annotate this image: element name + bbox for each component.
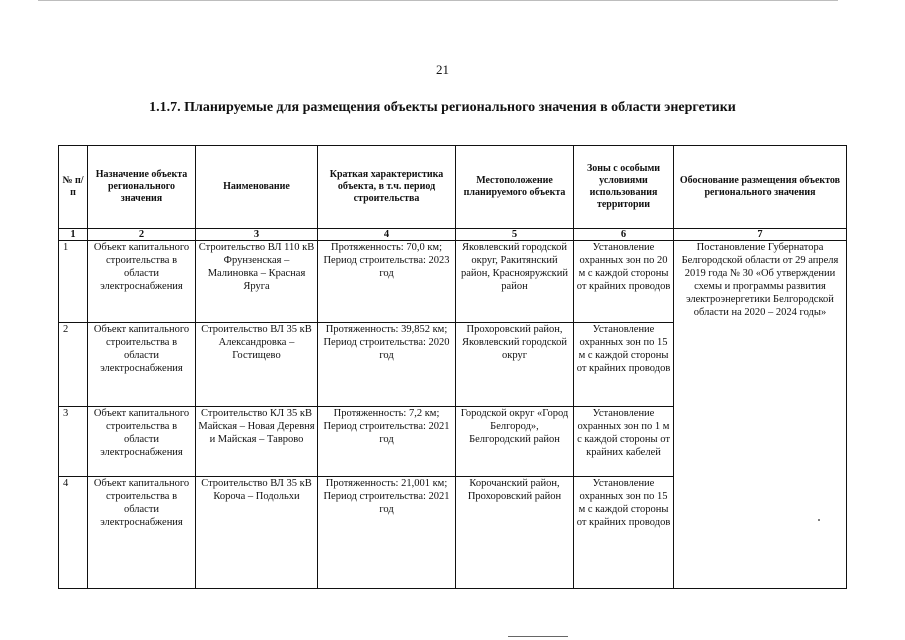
object-name: Строительство ВЛ 35 кВ Короча – Подольхи — [196, 477, 318, 589]
object-zones: Установление охранных зон по 20 м с каждой стороны от крайних проводов — [574, 241, 674, 323]
row-number: 3 — [59, 407, 88, 477]
object-purpose: Объект капитального строительства в области электроснабжения — [88, 477, 196, 589]
object-name: Строительство КЛ 35 кВ Майская – Новая Деревня и Майская – Таврово — [196, 407, 318, 477]
object-characteristics: Протяженность: 39,852 км; Период строительства: 2020 год — [318, 323, 456, 407]
table-row — [59, 241, 847, 323]
object-name: Строительство ВЛ 35 кВ Александровка – Гостищево — [196, 323, 318, 407]
object-characteristics: Протяженность: 7,2 км; Период строительства: 2021 год — [318, 407, 456, 477]
column-number: 5 — [456, 229, 574, 241]
object-name: Строительство ВЛ 110 кВ Фрунзенская – Малиновка – Красная Яруга — [196, 241, 318, 323]
scan-dot — [818, 519, 820, 521]
object-purpose: Объект капитального строительства в области электроснабжения — [88, 323, 196, 407]
column-number: 2 — [88, 229, 196, 241]
header-row — [59, 146, 847, 229]
object-zones: Установление охранных зон по 1 м с каждой стороны от крайних кабелей — [574, 407, 674, 477]
object-location: Прохоровский район, Яковлевский городской округ — [456, 323, 574, 407]
object-characteristics: Протяженность: 70,0 км; Период строительства: 2023 год — [318, 241, 456, 323]
object-location: Корочанский район, Прохоровский район — [456, 477, 574, 589]
row-number: 2 — [59, 323, 88, 407]
row-number: 4 — [59, 477, 88, 589]
row-number: 1 — [59, 241, 88, 323]
basis-document: Постановление Губернатора Белгородской области от 29 апреля 2019 года № 30 «Об утверждении схемы и программы развития электроэнергетики Белгородской области на 2020 – 2024 годы» — [674, 241, 847, 589]
object-location: Яковлевский городской округ, Ракитянский район, Краснояружский район — [456, 241, 574, 323]
column-number: 7 — [674, 229, 847, 241]
object-zones: Установление охранных зон по 15 м с каждой стороны от крайних проводов — [574, 323, 674, 407]
column-number: 3 — [196, 229, 318, 241]
page-number: 21 — [436, 62, 449, 77]
header-characteristics: Краткая характеристика объекта, в т.ч. период строительства — [318, 146, 456, 229]
object-purpose: Объект капитального строительства в области электроснабжения — [88, 241, 196, 323]
section-title: 1.1.7. Планируемые для размещения объекты регионального значения в области энергетики — [149, 100, 736, 115]
column-number: 1 — [59, 229, 88, 241]
header-zones: Зоны с особыми условиями использования территории — [574, 146, 674, 229]
footer-line — [508, 636, 568, 637]
column-number: 4 — [318, 229, 456, 241]
top-rule — [38, 0, 838, 1]
header-purpose: Назначение объекта регионального значения — [88, 146, 196, 229]
header-basis: Обоснование размещения объектов регионального значения — [674, 146, 847, 229]
object-purpose: Объект капитального строительства в области электроснабжения — [88, 407, 196, 477]
object-location: Городской округ «Город Белгород», Белгородский район — [456, 407, 574, 477]
column-number-row — [59, 229, 847, 241]
header-number: № п/п — [59, 146, 88, 229]
column-number: 6 — [574, 229, 674, 241]
header-name: Наименование — [196, 146, 318, 229]
header-location: Местоположение планируемого объекта — [456, 146, 574, 229]
objects-table — [58, 145, 847, 589]
object-zones: Установление охранных зон по 15 м с каждой стороны от крайних проводов — [574, 477, 674, 589]
object-characteristics: Протяженность: 21,001 км; Период строительства: 2021 год — [318, 477, 456, 589]
